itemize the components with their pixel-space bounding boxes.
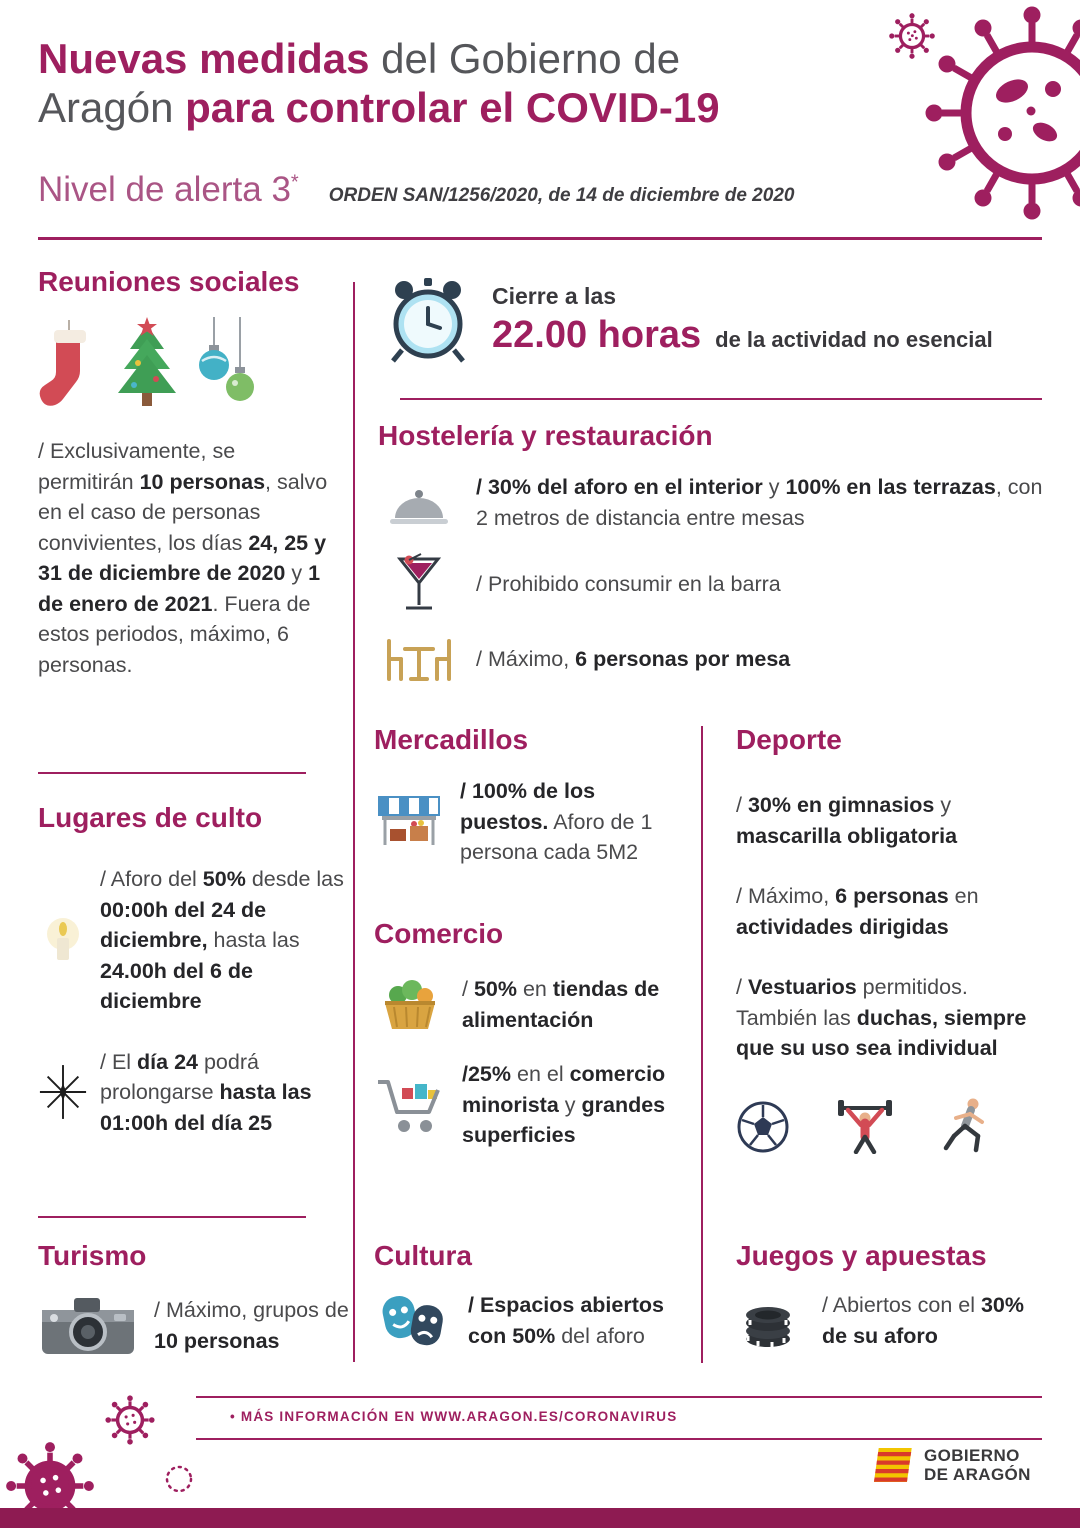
poker-chips-icon: [736, 1293, 806, 1349]
theater-masks-icon: [374, 1292, 452, 1350]
section-cultura: [374, 1240, 688, 1351]
weightlifter-icon: [836, 1096, 894, 1154]
cocktail-icon: [378, 553, 460, 615]
bullet-text: /25% en el comercio minorista y grandes superficies: [462, 1062, 666, 1148]
alert-level-text: Nivel de alerta 3: [38, 170, 291, 209]
more-info-text: • MÁS INFORMACIÓN EN WWW.ARAGON.ES/CORONAVIRUS: [230, 1409, 678, 1424]
comercio-item-1: [374, 974, 682, 1035]
alert-asterisk: *: [290, 171, 299, 194]
gobierno-de-aragon-logo: [872, 1446, 1031, 1484]
soccer-ball-icon: [736, 1100, 790, 1154]
runner-icon: [940, 1096, 992, 1154]
food-basket-icon: [374, 977, 446, 1033]
divider: [400, 398, 1042, 400]
christmas-icons: [38, 312, 330, 412]
hosteleria-item-1: [378, 472, 1044, 533]
logo-line2: DE ARAGÓN: [924, 1465, 1031, 1485]
divider: [38, 772, 306, 774]
bullet-text: / 50% en tiendas de alimentación: [462, 977, 660, 1032]
culto-item-1: [38, 864, 344, 1017]
section-lugares-de-culto: [38, 802, 344, 1138]
banner-text: [492, 283, 993, 357]
section-title: Deporte: [736, 724, 842, 755]
section-title: Juegos y apuestas: [736, 1240, 987, 1271]
dotted-circle-decor: [162, 1462, 196, 1496]
section-comercio: [374, 918, 682, 1151]
coronavirus-icon: [912, 0, 1080, 238]
culto-item-2: [38, 1047, 344, 1139]
hosteleria-item-3: [378, 635, 1044, 683]
bullet-text: / Aforo del 50% desde las 00:00h del 24 de diciembre, hasta las 24.00h del 6 de diciembre: [100, 867, 344, 1014]
section-title: Hostelería y restauración: [378, 420, 713, 451]
column-divider: [701, 726, 703, 1363]
market-stall-icon: [374, 791, 444, 853]
bullet-text: / El día 24 podrá prolongarse hasta las 01:00h del día 25: [100, 1049, 312, 1135]
bullet-text: / 100% de los puestos. Aforo de 1 persona cada 5M2: [460, 779, 653, 865]
section-title: Mercadillos: [374, 724, 529, 755]
candle-icon: [38, 914, 88, 966]
banner-prefix: Cierre a las: [492, 283, 617, 309]
bullet-text: / Espacios abiertos con 50% del aforo: [468, 1293, 664, 1348]
bullet-text: / 30% en gimnasios y mascarilla obligatoria: [736, 793, 958, 848]
section-turismo: [38, 1240, 358, 1358]
reuniones-text: / Exclusivamente, se permitirán 10 personas, salvo en el caso de personas convivientes, los días 24, 25 y 31 de diciembre de 2020 y 1 de enero de 2021. Fuera de estos periodos, máximo, 6 personas.: [38, 439, 328, 677]
baubles-icon: [194, 317, 258, 412]
page-title-line2: Aragón para controlar el COVID-19: [38, 84, 720, 132]
shopping-cart-icon: [374, 1074, 446, 1136]
divider: [196, 1438, 1042, 1440]
coronavirus-icon: [102, 1392, 158, 1448]
bullet-text: / Prohibido consumir en la barra: [476, 571, 781, 596]
juegos-item-1: [736, 1290, 1042, 1351]
cloche-icon: [378, 478, 460, 528]
banner-suffix: de la actividad no esencial: [715, 327, 993, 352]
christmas-stocking-icon: [38, 320, 100, 412]
bullet-text: / Abiertos con el 30% de su aforo: [822, 1293, 1024, 1348]
hosteleria-item-2: [378, 553, 1044, 615]
bullet-text: / Máximo, 6 personas en actividades dirigidas: [736, 884, 979, 939]
alarm-clock-icon: [384, 276, 472, 364]
header-divider: [38, 237, 1042, 240]
camera-icon: [38, 1294, 138, 1358]
bullet-text: / Máximo, grupos de 10 personas: [154, 1298, 349, 1353]
divider: [38, 1216, 306, 1218]
order-reference: ORDEN SAN/1256/2020, de 14 de diciembre de 2020: [328, 185, 795, 206]
comercio-item-2: [374, 1059, 682, 1151]
logo-line1: GOBIERNO: [924, 1446, 1020, 1465]
column-divider: [353, 282, 355, 1362]
section-reuniones-sociales: [38, 266, 330, 680]
closing-time-banner: [384, 276, 1044, 364]
christmas-tree-icon: [112, 317, 182, 412]
cultura-item-1: [374, 1290, 688, 1351]
page-title-line1: Nuevas medidas del Gobierno de: [38, 35, 681, 82]
star-icon: [38, 1065, 88, 1119]
section-title: Reuniones sociales: [38, 266, 300, 297]
section-deporte: [736, 724, 1042, 1154]
page-title: [38, 34, 898, 132]
banner-time: 22.00 horas: [492, 314, 702, 356]
section-title: Cultura: [374, 1240, 472, 1271]
bullet-text: / Vestuarios permitidos. También las duchas, siempre que su uso sea individual: [736, 975, 1027, 1061]
mercadillos-item-1: [374, 776, 676, 868]
alert-row: [38, 170, 794, 210]
bullet-text: / Máximo, 6 personas por mesa: [476, 646, 791, 671]
section-hosteleria: [378, 420, 1044, 683]
table-and-chairs-icon: [378, 635, 460, 683]
logo-text: [924, 1446, 1031, 1484]
divider: [196, 1396, 1042, 1398]
sport-icons: [736, 1096, 1042, 1154]
section-title: Turismo: [38, 1240, 147, 1271]
turismo-item-1: [38, 1294, 358, 1358]
alert-level: [38, 170, 299, 210]
section-juegos-y-apuestas: [736, 1240, 1042, 1351]
bullet-text: / 30% del aforo en el interior y 100% en las terrazas, con 2 metros de distancia entre mesas: [476, 475, 1043, 530]
section-title: Lugares de culto: [38, 802, 263, 833]
section-mercadillos: [374, 724, 676, 868]
aragon-flag-icon: [872, 1446, 914, 1484]
bottom-color-bar: [0, 1508, 1080, 1528]
section-title: Comercio: [374, 918, 504, 949]
